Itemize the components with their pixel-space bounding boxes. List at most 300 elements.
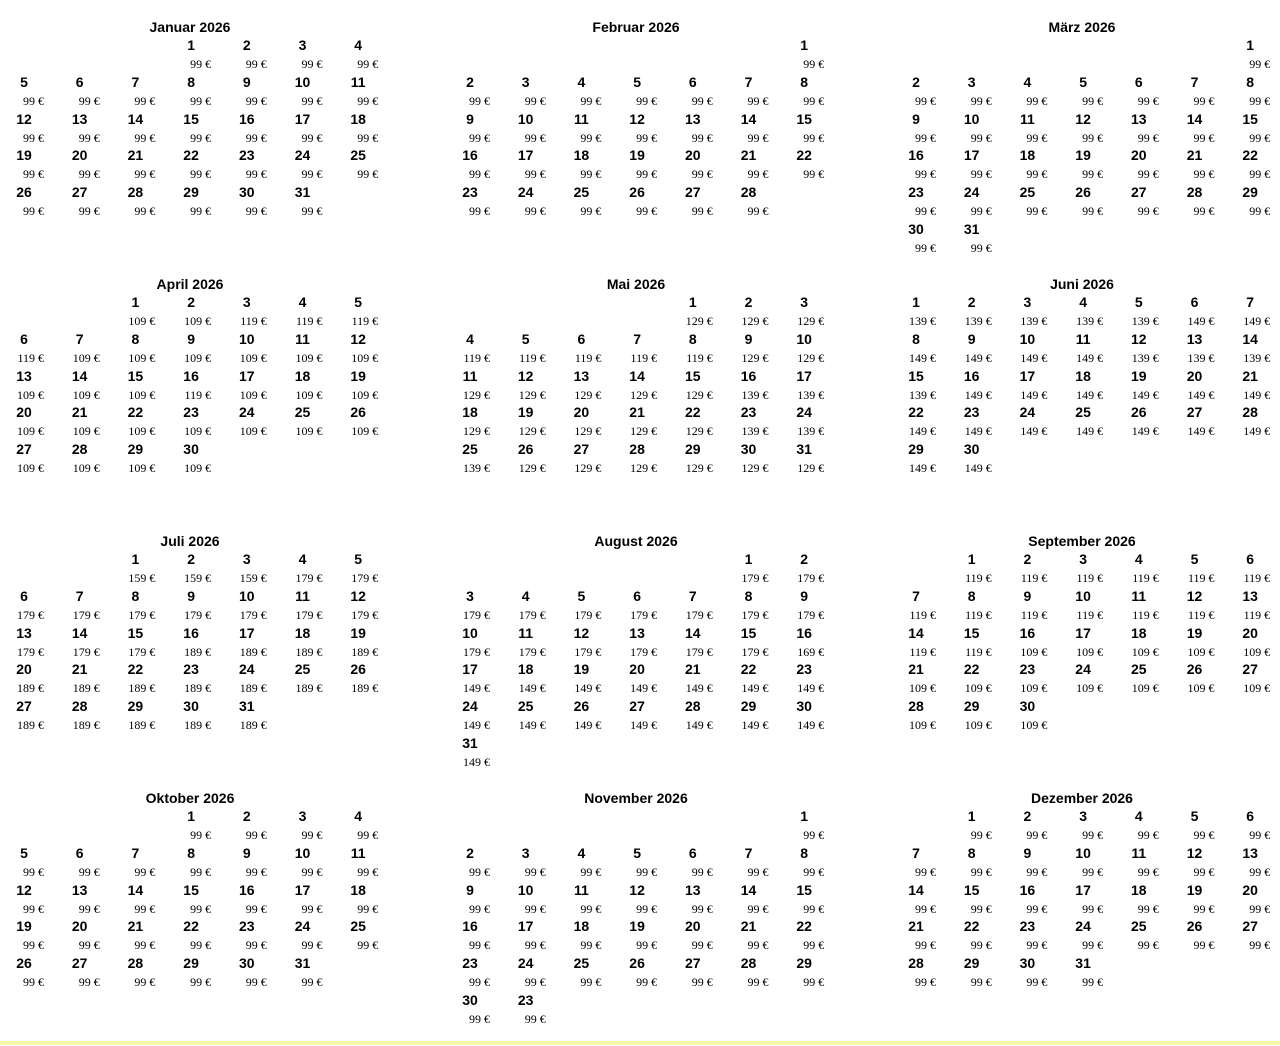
day-number[interactable]: 4: [1134, 808, 1143, 824]
day-number[interactable]: 29: [963, 955, 980, 972]
day-number[interactable]: 4: [1079, 294, 1087, 310]
day-number[interactable]: 12: [1186, 844, 1203, 861]
day-number[interactable]: 1: [967, 551, 976, 567]
day-number[interactable]: 28: [1186, 184, 1203, 201]
day-number[interactable]: 21: [71, 661, 88, 678]
day-number[interactable]: 5: [1079, 73, 1087, 90]
day-number[interactable]: 29: [685, 441, 701, 458]
day-number[interactable]: 24: [1019, 404, 1036, 421]
day-number[interactable]: 31: [239, 698, 255, 715]
day-number[interactable]: 25: [294, 404, 311, 421]
day-number[interactable]: 7: [912, 587, 920, 604]
day-number[interactable]: 29: [127, 698, 144, 715]
day-number[interactable]: 11: [1131, 844, 1147, 861]
day-number[interactable]: 24: [1075, 661, 1091, 678]
day-number[interactable]: 9: [744, 330, 753, 347]
day-number[interactable]: 29: [908, 441, 924, 458]
day-number[interactable]: 23: [963, 404, 980, 421]
day-number[interactable]: 9: [1023, 587, 1032, 604]
day-number[interactable]: 2: [744, 294, 753, 310]
day-number[interactable]: 22: [908, 404, 924, 421]
day-number[interactable]: 14: [1186, 110, 1203, 127]
day-number[interactable]: 18: [573, 147, 590, 164]
day-number[interactable]: 26: [350, 404, 366, 421]
day-number[interactable]: 20: [16, 661, 32, 678]
day-number[interactable]: 10: [239, 587, 255, 604]
day-number[interactable]: 27: [685, 184, 701, 201]
day-number[interactable]: 26: [16, 955, 32, 972]
day-number[interactable]: 17: [796, 367, 812, 384]
day-number[interactable]: 14: [127, 110, 144, 127]
day-number[interactable]: 25: [350, 147, 366, 164]
day-number[interactable]: 26: [1075, 184, 1091, 201]
day-number[interactable]: 9: [967, 330, 976, 347]
day-number[interactable]: 23: [462, 955, 478, 972]
day-number[interactable]: 9: [242, 73, 251, 90]
day-number[interactable]: 2: [800, 551, 809, 567]
day-number[interactable]: 27: [71, 184, 88, 201]
day-number[interactable]: 3: [800, 294, 809, 310]
day-number[interactable]: 10: [462, 624, 478, 641]
day-number[interactable]: 27: [685, 955, 701, 972]
day-number[interactable]: 27: [573, 441, 590, 458]
day-number[interactable]: 8: [800, 844, 809, 861]
day-number[interactable]: 9: [800, 587, 809, 604]
day-number[interactable]: 8: [744, 587, 753, 604]
day-number[interactable]: 1: [744, 551, 753, 567]
day-number[interactable]: 9: [466, 881, 474, 898]
day-number[interactable]: 3: [298, 37, 307, 53]
day-number[interactable]: 24: [294, 918, 311, 935]
day-number[interactable]: 28: [685, 698, 701, 715]
day-number[interactable]: 2: [1023, 551, 1032, 567]
day-number[interactable]: 23: [462, 184, 478, 201]
day-number[interactable]: 25: [1131, 918, 1147, 935]
day-number[interactable]: 3: [1023, 294, 1032, 310]
day-number[interactable]: 7: [912, 844, 920, 861]
day-number[interactable]: 6: [75, 844, 84, 861]
day-number[interactable]: 8: [967, 587, 976, 604]
day-number[interactable]: 14: [1242, 330, 1258, 347]
day-number[interactable]: 11: [1131, 587, 1147, 604]
day-number[interactable]: 20: [685, 147, 701, 164]
day-number[interactable]: 28: [127, 184, 144, 201]
day-number[interactable]: 2: [187, 551, 195, 567]
day-number[interactable]: 19: [16, 918, 32, 935]
day-number[interactable]: 7: [131, 844, 140, 861]
day-number[interactable]: 9: [242, 844, 251, 861]
day-number[interactable]: 18: [350, 110, 366, 127]
day-number[interactable]: 15: [740, 624, 757, 641]
day-number[interactable]: 26: [350, 661, 366, 678]
day-number[interactable]: 24: [963, 184, 980, 201]
day-number[interactable]: 18: [294, 367, 311, 384]
day-number[interactable]: 30: [1019, 955, 1036, 972]
day-number[interactable]: 24: [796, 404, 812, 421]
day-number[interactable]: 15: [127, 624, 144, 641]
day-number[interactable]: 10: [1075, 587, 1091, 604]
day-number[interactable]: 9: [466, 110, 474, 127]
day-number[interactable]: 12: [1186, 587, 1203, 604]
day-number[interactable]: 28: [71, 441, 88, 458]
day-number[interactable]: 3: [242, 551, 251, 567]
day-number[interactable]: 13: [685, 881, 701, 898]
day-number[interactable]: 19: [1131, 367, 1147, 384]
day-number[interactable]: 4: [1134, 551, 1143, 567]
day-number[interactable]: 1: [688, 294, 697, 310]
day-number[interactable]: 23: [239, 918, 255, 935]
day-number[interactable]: 22: [127, 661, 144, 678]
day-number[interactable]: 27: [629, 698, 645, 715]
day-number[interactable]: 31: [963, 221, 980, 237]
day-number[interactable]: 23: [908, 184, 924, 201]
day-number[interactable]: 1: [800, 808, 809, 824]
day-number[interactable]: 4: [354, 37, 363, 53]
day-number[interactable]: 3: [466, 587, 474, 604]
day-number[interactable]: 22: [796, 147, 812, 164]
day-number[interactable]: 21: [740, 918, 757, 935]
day-number[interactable]: 24: [1075, 918, 1091, 935]
day-number[interactable]: 28: [71, 698, 88, 715]
day-number[interactable]: 2: [1023, 808, 1032, 824]
day-number[interactable]: 16: [239, 881, 255, 898]
day-number[interactable]: 30: [740, 441, 757, 458]
day-number[interactable]: 30: [239, 184, 255, 201]
day-number[interactable]: 28: [629, 441, 645, 458]
day-number[interactable]: 26: [16, 184, 32, 201]
day-number[interactable]: 15: [183, 881, 199, 898]
day-number[interactable]: 7: [688, 587, 697, 604]
day-number[interactable]: 15: [685, 367, 701, 384]
day-number[interactable]: 21: [908, 918, 924, 935]
day-number[interactable]: 14: [629, 367, 645, 384]
day-number[interactable]: 22: [963, 918, 980, 935]
day-number[interactable]: 18: [350, 881, 366, 898]
day-number[interactable]: 19: [573, 661, 590, 678]
day-number[interactable]: 6: [1190, 294, 1199, 310]
day-number[interactable]: 11: [573, 881, 589, 898]
day-number[interactable]: 18: [1131, 624, 1147, 641]
day-number[interactable]: 30: [1019, 698, 1036, 715]
day-number[interactable]: 20: [573, 404, 590, 421]
day-number[interactable]: 8: [187, 844, 195, 861]
day-number[interactable]: 11: [295, 587, 310, 604]
day-number[interactable]: 17: [239, 367, 255, 384]
day-number[interactable]: 10: [294, 844, 311, 861]
day-number[interactable]: 6: [20, 587, 28, 604]
day-number[interactable]: 24: [294, 147, 311, 164]
day-number[interactable]: 28: [127, 955, 144, 972]
day-number[interactable]: 17: [294, 881, 311, 898]
day-number[interactable]: 10: [1075, 844, 1091, 861]
day-number[interactable]: 12: [16, 881, 32, 898]
day-number[interactable]: 4: [521, 587, 530, 604]
day-number[interactable]: 6: [688, 844, 697, 861]
day-number[interactable]: 22: [685, 404, 701, 421]
day-number[interactable]: 5: [20, 73, 28, 90]
day-number[interactable]: 17: [1075, 881, 1091, 898]
day-number[interactable]: 30: [183, 441, 199, 458]
day-number[interactable]: 3: [1079, 551, 1087, 567]
day-number[interactable]: 24: [462, 698, 478, 715]
day-number[interactable]: 18: [294, 624, 311, 641]
day-number[interactable]: 23: [796, 661, 812, 678]
day-number[interactable]: 30: [908, 221, 924, 237]
day-number[interactable]: 29: [963, 698, 980, 715]
day-number[interactable]: 16: [963, 367, 980, 384]
day-number[interactable]: 22: [1242, 147, 1258, 164]
day-number[interactable]: 6: [1134, 73, 1143, 90]
day-number[interactable]: 25: [294, 661, 311, 678]
day-number[interactable]: 2: [466, 73, 474, 90]
day-number[interactable]: 10: [796, 330, 812, 347]
day-number[interactable]: 31: [294, 184, 311, 201]
day-number[interactable]: 8: [912, 330, 920, 347]
day-number[interactable]: 7: [1246, 294, 1255, 310]
day-number[interactable]: 1: [800, 37, 809, 53]
day-number[interactable]: 18: [462, 404, 478, 421]
day-number[interactable]: 1: [1246, 37, 1255, 53]
day-number[interactable]: 8: [1246, 73, 1255, 90]
day-number[interactable]: 21: [71, 404, 88, 421]
day-number[interactable]: 21: [127, 147, 144, 164]
day-number[interactable]: 3: [967, 73, 976, 90]
day-number[interactable]: 17: [963, 147, 980, 164]
day-number[interactable]: 7: [744, 844, 753, 861]
day-number[interactable]: 30: [462, 992, 478, 1008]
day-number[interactable]: 21: [1186, 147, 1203, 164]
day-number[interactable]: 22: [183, 918, 199, 935]
day-number[interactable]: 4: [577, 844, 586, 861]
day-number[interactable]: 20: [1131, 147, 1147, 164]
day-number[interactable]: 22: [127, 404, 144, 421]
day-number[interactable]: 26: [573, 698, 590, 715]
day-number[interactable]: 13: [573, 367, 590, 384]
day-number[interactable]: 25: [1075, 404, 1091, 421]
day-number[interactable]: 24: [517, 184, 534, 201]
day-number[interactable]: 17: [517, 918, 534, 935]
day-number[interactable]: 26: [1131, 404, 1147, 421]
day-number[interactable]: 22: [963, 661, 980, 678]
day-number[interactable]: 4: [298, 551, 307, 567]
day-number[interactable]: 6: [20, 330, 28, 347]
day-number[interactable]: 20: [629, 661, 645, 678]
day-number[interactable]: 4: [298, 294, 307, 310]
day-number[interactable]: 3: [521, 73, 530, 90]
day-number[interactable]: 14: [740, 881, 757, 898]
day-number[interactable]: 20: [71, 147, 88, 164]
day-number[interactable]: 30: [183, 698, 199, 715]
day-number[interactable]: 15: [796, 110, 812, 127]
day-number[interactable]: 16: [740, 367, 757, 384]
day-number[interactable]: 13: [1186, 330, 1203, 347]
day-number[interactable]: 13: [16, 624, 32, 641]
day-number[interactable]: 25: [1019, 184, 1036, 201]
day-number[interactable]: 6: [1246, 808, 1255, 824]
day-number[interactable]: 13: [1242, 587, 1258, 604]
day-number[interactable]: 14: [71, 367, 88, 384]
day-number[interactable]: 12: [629, 881, 645, 898]
day-number[interactable]: 10: [1019, 330, 1036, 347]
day-number[interactable]: 23: [517, 992, 534, 1008]
day-number[interactable]: 26: [517, 441, 534, 458]
day-number[interactable]: 3: [298, 808, 307, 824]
day-number[interactable]: 9: [1023, 844, 1032, 861]
day-number[interactable]: 5: [20, 844, 28, 861]
day-number[interactable]: 17: [517, 147, 534, 164]
day-number[interactable]: 28: [740, 955, 757, 972]
day-number[interactable]: 20: [71, 918, 88, 935]
day-number[interactable]: 5: [521, 330, 530, 347]
day-number[interactable]: 11: [518, 624, 534, 641]
day-number[interactable]: 18: [1019, 147, 1036, 164]
day-number[interactable]: 22: [740, 661, 757, 678]
day-number[interactable]: 3: [521, 844, 530, 861]
day-number[interactable]: 27: [71, 955, 88, 972]
day-number[interactable]: 31: [1075, 955, 1091, 972]
day-number[interactable]: 15: [963, 624, 980, 641]
day-number[interactable]: 5: [577, 587, 586, 604]
day-number[interactable]: 29: [1242, 184, 1258, 201]
day-number[interactable]: 28: [740, 184, 757, 201]
day-number[interactable]: 13: [1242, 844, 1258, 861]
day-number[interactable]: 5: [1134, 294, 1143, 310]
day-number[interactable]: 20: [16, 404, 32, 421]
day-number[interactable]: 4: [1023, 73, 1032, 90]
day-number[interactable]: 13: [16, 367, 32, 384]
day-number[interactable]: 12: [517, 367, 534, 384]
day-number[interactable]: 7: [633, 330, 641, 347]
day-number[interactable]: 16: [462, 918, 478, 935]
day-number[interactable]: 28: [1242, 404, 1258, 421]
day-number[interactable]: 5: [354, 551, 363, 567]
day-number[interactable]: 19: [1075, 147, 1091, 164]
day-number[interactable]: 30: [963, 441, 980, 458]
day-number[interactable]: 14: [740, 110, 757, 127]
day-number[interactable]: 11: [1075, 330, 1091, 347]
day-number[interactable]: 7: [744, 73, 753, 90]
day-number[interactable]: 27: [1186, 404, 1203, 421]
day-number[interactable]: 5: [354, 294, 363, 310]
day-number[interactable]: 20: [685, 918, 701, 935]
day-number[interactable]: 12: [350, 587, 366, 604]
day-number[interactable]: 19: [1186, 881, 1203, 898]
day-number[interactable]: 11: [462, 367, 478, 384]
day-number[interactable]: 7: [1190, 73, 1199, 90]
day-number[interactable]: 6: [75, 73, 84, 90]
day-number[interactable]: 27: [1131, 184, 1147, 201]
day-number[interactable]: 2: [967, 294, 976, 310]
day-number[interactable]: 29: [127, 441, 144, 458]
day-number[interactable]: 11: [350, 73, 366, 90]
day-number[interactable]: 13: [71, 110, 88, 127]
day-number[interactable]: 19: [517, 404, 534, 421]
day-number[interactable]: 26: [629, 184, 645, 201]
day-number[interactable]: 15: [796, 881, 812, 898]
day-number[interactable]: 16: [796, 624, 812, 641]
day-number[interactable]: 12: [629, 110, 645, 127]
day-number[interactable]: 13: [685, 110, 701, 127]
day-number[interactable]: 27: [16, 441, 32, 458]
day-number[interactable]: 12: [1075, 110, 1091, 127]
day-number[interactable]: 20: [1186, 367, 1203, 384]
day-number[interactable]: 23: [1019, 918, 1036, 935]
day-number[interactable]: 21: [629, 404, 645, 421]
day-number[interactable]: 24: [517, 955, 534, 972]
day-number[interactable]: 17: [239, 624, 255, 641]
day-number[interactable]: 23: [183, 404, 199, 421]
day-number[interactable]: 31: [796, 441, 812, 458]
day-number[interactable]: 20: [1242, 881, 1258, 898]
day-number[interactable]: 25: [573, 955, 590, 972]
day-number[interactable]: 8: [800, 73, 809, 90]
day-number[interactable]: 13: [629, 624, 645, 641]
day-number[interactable]: 5: [633, 73, 641, 90]
day-number[interactable]: 31: [462, 735, 478, 751]
day-number[interactable]: 16: [462, 147, 478, 164]
day-number[interactable]: 8: [967, 844, 976, 861]
day-number[interactable]: 23: [239, 147, 255, 164]
day-number[interactable]: 1: [131, 551, 140, 567]
day-number[interactable]: 8: [187, 73, 195, 90]
day-number[interactable]: 24: [239, 661, 255, 678]
day-number[interactable]: 26: [1186, 918, 1203, 935]
day-number[interactable]: 19: [1186, 624, 1203, 641]
day-number[interactable]: 6: [633, 587, 641, 604]
day-number[interactable]: 1: [967, 808, 976, 824]
day-number[interactable]: 2: [242, 37, 251, 53]
day-number[interactable]: 9: [187, 330, 195, 347]
day-number[interactable]: 12: [350, 330, 366, 347]
day-number[interactable]: 2: [466, 844, 474, 861]
day-number[interactable]: 15: [183, 110, 199, 127]
day-number[interactable]: 3: [242, 294, 251, 310]
day-number[interactable]: 25: [350, 918, 366, 935]
day-number[interactable]: 14: [71, 624, 88, 641]
day-number[interactable]: 21: [740, 147, 757, 164]
day-number[interactable]: 7: [131, 73, 140, 90]
day-number[interactable]: 25: [573, 184, 590, 201]
day-number[interactable]: 16: [239, 110, 255, 127]
day-number[interactable]: 30: [796, 698, 812, 715]
day-number[interactable]: 17: [1075, 624, 1091, 641]
day-number[interactable]: 27: [1242, 661, 1258, 678]
day-number[interactable]: 6: [577, 330, 586, 347]
day-number[interactable]: 29: [796, 955, 812, 972]
day-number[interactable]: 21: [908, 661, 924, 678]
day-number[interactable]: 25: [462, 441, 478, 458]
day-number[interactable]: 11: [295, 330, 310, 347]
day-number[interactable]: 22: [183, 147, 199, 164]
day-number[interactable]: 1: [187, 808, 195, 824]
day-number[interactable]: 20: [1242, 624, 1258, 641]
day-number[interactable]: 9: [912, 110, 920, 127]
day-number[interactable]: 24: [239, 404, 255, 421]
day-number[interactable]: 10: [517, 881, 534, 898]
day-number[interactable]: 2: [912, 73, 920, 90]
day-number[interactable]: 16: [908, 147, 924, 164]
day-number[interactable]: 4: [577, 73, 586, 90]
day-number[interactable]: 5: [633, 844, 641, 861]
day-number[interactable]: 18: [1131, 881, 1147, 898]
day-number[interactable]: 10: [239, 330, 255, 347]
day-number[interactable]: 12: [1131, 330, 1147, 347]
day-number[interactable]: 25: [1131, 661, 1147, 678]
day-number[interactable]: 2: [187, 294, 195, 310]
day-number[interactable]: 29: [740, 698, 757, 715]
day-number[interactable]: 19: [629, 147, 645, 164]
day-number[interactable]: 28: [908, 698, 924, 715]
